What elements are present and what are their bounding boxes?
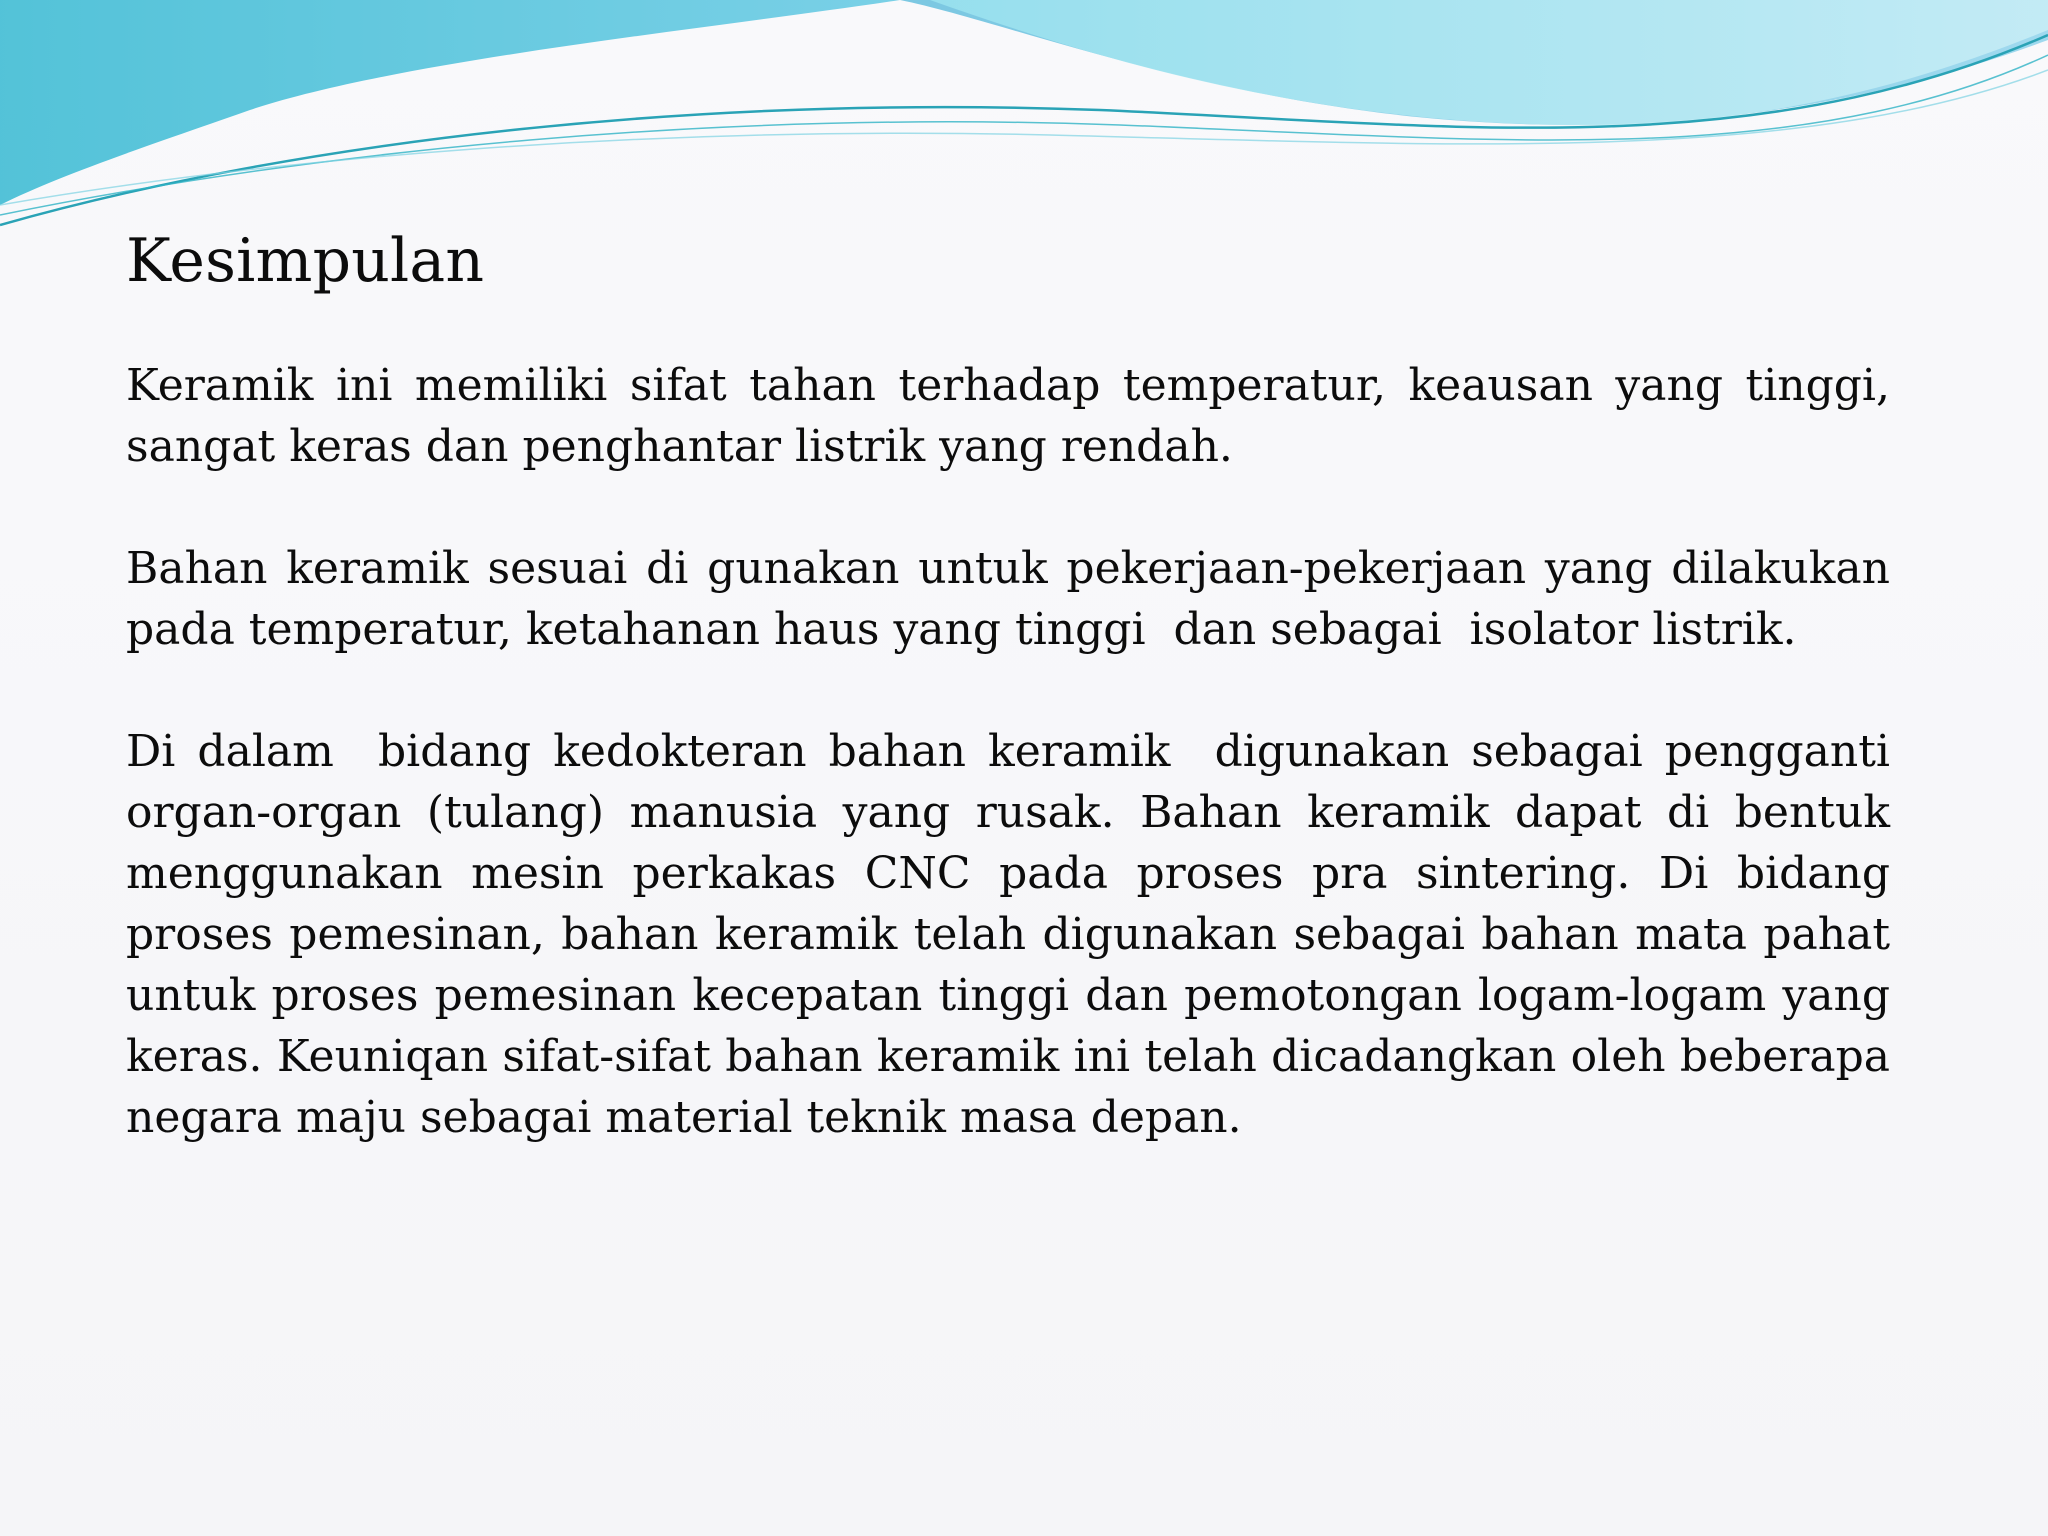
- paragraph-1: Keramik ini memiliki sifat tahan terhadap temperatur, keausan yang tinggi, sangat keras dan penghantar listrik yang rendah.: [126, 360, 1904, 472]
- wave-band-left: [0, 0, 900, 205]
- slide-title: Kesimpulan: [126, 226, 485, 296]
- header-wave-decoration: [0, 0, 2048, 240]
- wave-band-light: [930, 0, 2048, 125]
- paragraph-3: Di dalam bidang kedokteran bahan keramik digunakan sebagai pengganti organ-organ (tulang) manusia yang rusak. Bahan keramik dapat di bentuk menggunakan mesin perkakas CNC pada proses pra sintering. Di bidang proses pemesinan, bahan keramik telah digunakan sebagai bahan mata pahat untuk proses pemesinan kecepatan tinggi dan pemotongan logam-logam yang keras. Keuniqan sifat-sifat bahan keramik ini telah dicadangkan oleh beberapa negara maju sebagai material teknik masa depan.: [126, 726, 1904, 1143]
- paragraph-2: Bahan keramik sesuai di gunakan untuk pekerjaan-pekerjaan yang dilakukan pada temperatur, ketahanan haus yang tinggi dan sebagai isolator listrik.: [126, 543, 1904, 655]
- slide-content: [126, 225, 1904, 1148]
